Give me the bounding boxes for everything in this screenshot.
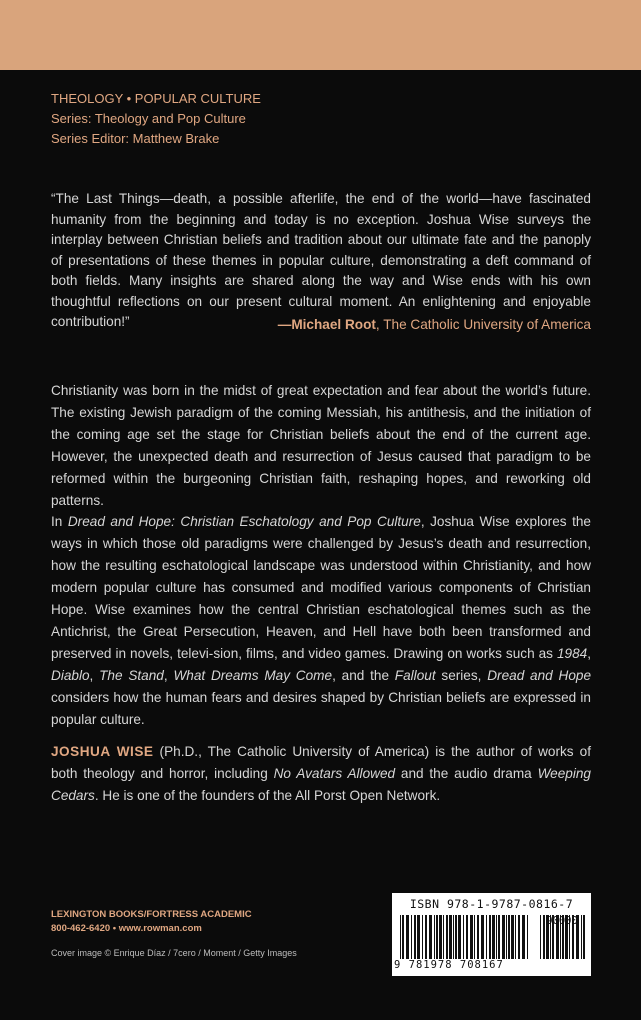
text-run: , and the — [332, 668, 395, 683]
barcode-bar — [417, 915, 420, 959]
isbn-barcode — [392, 893, 591, 976]
barcode-bar — [502, 915, 505, 959]
work-title: The Stand — [99, 668, 164, 683]
text-run: . He is one of the founders of the All Porst Open Network. — [94, 788, 441, 803]
barcode-bar — [481, 915, 484, 959]
barcode-bar — [511, 915, 514, 959]
barcode-bar — [463, 915, 464, 959]
work-title: Dread and Hope — [487, 668, 592, 683]
barcode-bar — [486, 915, 487, 959]
barcode-bar — [453, 915, 454, 959]
barcode-bar — [498, 915, 500, 959]
price-addon: 90000 — [546, 915, 578, 927]
barcode-bar — [489, 915, 491, 959]
barcode-bar — [506, 915, 507, 959]
barcode-bar — [458, 915, 461, 959]
work-title: 1984 — [556, 646, 588, 661]
barcode-bar — [425, 915, 427, 959]
cover-image-credit: Cover image © Enrique Díaz / 7cero / Moment / Getty Images — [51, 948, 297, 958]
author-bio — [51, 741, 591, 807]
text-run: , — [89, 668, 100, 683]
description-paragraph-1: Christianity was born in the midst of great expectation and fear about the world’s future. The existing Jewish paradigm of the coming Messiah, his antithesis, and the initiation of the coming age set the stage for Christian beliefs about the end of the current age. However, the unexpected death and resurrection of Jesus caused that paradigm to be reformed within the burgeoning Christian faith, reshaping hopes, and reworking old patterns. — [51, 383, 591, 508]
text-run: In — [51, 514, 68, 529]
text-run: considers how the human fears and desires shaped by Christian beliefs are expressed in popular culture. — [51, 690, 591, 727]
ean-number: 9 781978 708167 — [394, 959, 504, 971]
barcode-bar — [400, 915, 401, 959]
barcode-bar — [434, 915, 435, 959]
publisher-info — [51, 908, 252, 936]
top-color-band — [0, 0, 641, 70]
work-title: Diablo — [51, 668, 90, 683]
barcode-bar — [522, 915, 525, 959]
attribution-dash: — — [277, 317, 292, 332]
barcode-bar — [446, 915, 448, 959]
endorser-affiliation: , The Catholic University of America — [375, 317, 591, 332]
series-line: Series: Theology and Pop Culture — [51, 111, 246, 126]
barcode-bar — [492, 915, 495, 959]
text-run: , Joshua Wise explores the ways in which those old paradigms were challenged by Jesus’s death and resurrection, how the resulting eschatological landscape was understood within Christianity, and how modern popular culture has consumed and modified various components of Christian Hope. Wise examines how the central Christian eschatological themes such as the Antichrist, the Great Persecution, Heaven, and Hell have both been transformed and preserved in novels, televi-sion, films, and video games. Drawing on works such as — [51, 514, 591, 661]
endorser-name: Michael Root — [291, 317, 376, 332]
text-run: and the audio drama — [395, 766, 538, 781]
barcode-bar — [422, 915, 423, 959]
barcode-bar — [496, 915, 497, 959]
isbn-number: ISBN 978-1-9787-0816-7 — [409, 897, 574, 911]
book-title: Dread and Hope: Christian Eschatology and Pop Culture — [67, 514, 421, 529]
barcode-bar — [515, 915, 516, 959]
author-name: JOSHUA WISE — [51, 744, 154, 759]
barcode-bar — [508, 915, 510, 959]
barcode-bar — [439, 915, 442, 959]
barcode-bar — [429, 915, 432, 959]
category-line: THEOLOGY • POPULAR CULTURE — [51, 91, 261, 106]
text-run: (Ph.D., The Catholic University of America) is the author of works of both theology and horror, including — [51, 744, 591, 781]
barcode-bar — [406, 915, 409, 959]
barcode-bar — [449, 915, 452, 959]
text-run: , — [163, 668, 174, 683]
publisher-name: LEXINGTON BOOKS/FORTRESS ACADEMIC — [51, 909, 252, 920]
category-header — [51, 89, 261, 149]
barcode-bar — [443, 915, 444, 959]
barcode-bar — [477, 915, 479, 959]
work-title: No Avatars Allowed — [273, 766, 396, 781]
work-title: Weeping Cedars — [51, 766, 591, 803]
barcode-bar — [518, 915, 520, 959]
work-title: Fallout — [394, 668, 436, 683]
barcode-bar — [474, 915, 475, 959]
publisher-contact: 800-462-6420 • www.rowman.com — [51, 923, 202, 934]
work-title: What Dreams May Come — [173, 668, 333, 683]
barcode-bar — [436, 915, 438, 959]
text-run: , — [587, 646, 591, 661]
endorsement-quote: “The Last Things—death, a possible afterlife, the end of the world—have fascinated humanity from the beginning and today is no exception. Joshua Wise surveys the interplay between Christian beliefs and tradition about our ultimate fate and the panoply of presentations of these themes in popular culture, demonstrating a deft command of both fields. Many insights are shared along the way and Wise ends with his own thoughtful reflections on our present cultural moment. An enlightening and enjoyable contribution!” — [51, 191, 591, 329]
barcode-bar — [470, 915, 473, 959]
barcode-bar — [411, 915, 412, 959]
barcode-bar — [466, 915, 468, 959]
series-editor-line: Series Editor: Matthew Brake — [51, 131, 220, 146]
endorsement-attribution — [278, 317, 591, 332]
barcode-bar — [414, 915, 416, 959]
description-paragraph-2 — [51, 511, 591, 731]
barcode-bar — [455, 915, 457, 959]
barcode-bar — [527, 915, 528, 959]
barcode-bar — [402, 915, 404, 959]
text-run: series, — [435, 668, 488, 683]
